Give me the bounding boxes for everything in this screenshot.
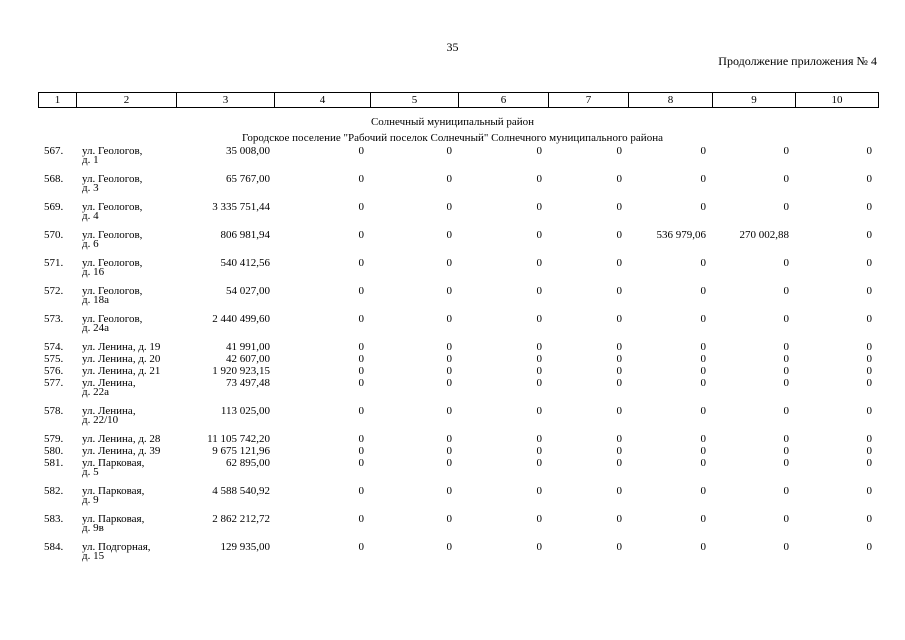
data-table [38,147,878,571]
value-cell-c7: 0 [616,485,622,497]
address-line-2: д. 18а [82,294,109,306]
address-cell [76,259,176,287]
address-cell [76,543,176,571]
value-cell-c4: 0 [358,485,364,497]
table-row [38,543,878,571]
address-line-1: ул. Ленина, д. 20 [82,353,161,365]
value-cell-c9: 0 [783,433,789,445]
total-cost-cell: 113 025,00 [220,405,270,417]
value-cell-c6: 0 [536,313,542,325]
value-cell-c9: 0 [783,173,789,185]
value-cell-c8: 0 [700,145,706,157]
value-cell-c6: 0 [536,285,542,297]
total-cost-cell: 3 335 751,44 [212,201,270,213]
column-header-1: 1 [39,93,77,108]
address-line-1: ул. Ленина, д. 19 [82,341,161,353]
address-line-2: д. 9 [82,494,99,506]
value-cell-c10: 0 [866,341,872,353]
address-line-1: ул. Подгорная, [82,541,151,553]
value-cell-c4: 0 [358,285,364,297]
address-line-2: д. 3 [82,182,99,194]
value-cell-c6: 0 [536,485,542,497]
column-header-8: 8 [629,93,713,108]
value-cell-c7: 0 [616,257,622,269]
address-cell [76,147,176,175]
value-cell-c9: 0 [783,513,789,525]
address-cell [76,203,176,231]
value-cell-c8: 0 [700,513,706,525]
value-cell-c5: 0 [446,541,452,553]
row-number: 576. [44,365,64,377]
total-cost-cell: 129 935,00 [220,541,270,553]
column-header-7: 7 [549,93,629,108]
address-line-1: ул. Ленина, д. 21 [82,365,161,377]
address-line-1: ул. Ленина, [82,377,136,389]
value-cell-c7: 0 [616,365,622,377]
value-cell-c10: 0 [866,433,872,445]
column-header-3: 3 [177,93,275,108]
value-cell-c7: 0 [616,173,622,185]
address-line-1: ул. Геологов, [82,201,143,213]
value-cell-c7: 0 [616,457,622,469]
table-row [38,203,878,231]
address-line-2: д. 9в [82,522,104,534]
address-cell [76,287,176,315]
value-cell-c5: 0 [446,313,452,325]
table-row [38,407,878,435]
value-cell-c7: 0 [616,341,622,353]
total-cost-cell: 42 607,00 [226,353,270,365]
address-line-1: ул. Геологов, [82,229,143,241]
value-cell-c6: 0 [536,201,542,213]
value-cell-c5: 0 [446,229,452,241]
total-cost-cell: 35 008,00 [226,145,270,157]
value-cell-c4: 0 [358,445,364,457]
table-row [38,379,878,407]
address-line-2: д. 1 [82,154,99,166]
district-heading: Солнечный муниципальный район [370,116,535,128]
value-cell-c9: 0 [783,445,789,457]
value-cell-c5: 0 [446,485,452,497]
value-cell-c10: 0 [866,313,872,325]
value-cell-c10: 0 [866,541,872,553]
value-cell-c9: 0 [783,377,789,389]
value-cell-c10: 0 [866,405,872,417]
total-cost-cell: 2 862 212,72 [212,513,270,525]
row-number: 582. [44,485,64,497]
value-cell-c8: 0 [700,313,706,325]
address-line-1: ул. Геологов, [82,173,143,185]
value-cell-c10: 0 [866,173,872,185]
page-number: 35 [446,40,459,54]
value-cell-c8: 0 [700,445,706,457]
value-cell-c5: 0 [446,513,452,525]
total-cost-cell: 2 440 499,60 [212,313,270,325]
value-cell-c5: 0 [446,353,452,365]
value-cell-c6: 0 [536,229,542,241]
value-cell-c8: 0 [700,457,706,469]
address-line-1: ул. Парковая, [82,485,145,497]
value-cell-c6: 0 [536,377,542,389]
value-cell-c8: 0 [700,353,706,365]
value-cell-c10: 0 [866,201,872,213]
address-line-2: д. 22а [82,386,109,398]
row-number: 579. [44,433,64,445]
value-cell-c10: 0 [866,229,872,241]
row-number: 570. [44,229,64,241]
value-cell-c5: 0 [446,257,452,269]
total-cost-cell: 806 981,94 [220,229,270,241]
value-cell-c4: 0 [358,541,364,553]
value-cell-c9: 0 [783,353,789,365]
address-line-2: д. 15 [82,550,105,562]
value-cell-c10: 0 [866,457,872,469]
value-cell-c5: 0 [446,445,452,457]
table-row [38,459,878,487]
total-cost-cell: 9 675 121,96 [212,445,270,457]
total-cost-cell: 54 027,00 [226,285,270,297]
value-cell-c4: 0 [358,173,364,185]
value-cell-c10: 0 [866,285,872,297]
total-cost-cell: 73 497,48 [226,377,270,389]
value-cell-c4: 0 [358,145,364,157]
value-cell-c9: 0 [783,313,789,325]
value-cell-c8: 0 [700,173,706,185]
value-cell-c5: 0 [446,341,452,353]
value-cell-c4: 0 [358,353,364,365]
value-cell-c10: 0 [866,485,872,497]
value-cell-c7: 0 [616,513,622,525]
value-cell-c4: 0 [358,257,364,269]
value-cell-c7: 0 [616,313,622,325]
table-row [38,287,878,315]
value-cell-c6: 0 [536,173,542,185]
value-cell-c8: 0 [700,377,706,389]
value-cell-c8: 0 [700,341,706,353]
address-line-1: ул. Ленина, [82,405,136,417]
total-cost-cell: 41 991,00 [226,341,270,353]
value-cell-c6: 0 [536,353,542,365]
value-cell-c5: 0 [446,405,452,417]
value-cell-c9: 0 [783,365,789,377]
value-cell-c8: 0 [700,485,706,497]
value-cell-c6: 0 [536,513,542,525]
header-row [39,93,879,108]
column-header-10: 10 [796,93,879,108]
settlement-heading: Городское поселение "Рабочий поселок Солнечный" Солнечного муниципального района [242,132,663,144]
appendix-continuation-label: Продолжение приложения № 4 [718,54,877,68]
value-cell-c6: 0 [536,457,542,469]
address-line-1: ул. Геологов, [82,313,143,325]
value-cell-c7: 0 [616,285,622,297]
value-cell-c7: 0 [616,405,622,417]
row-number: 574. [44,341,64,353]
value-cell-c8: 536 979,06 [656,229,706,241]
value-cell-c6: 0 [536,405,542,417]
address-line-1: ул. Ленина, д. 39 [82,445,161,457]
value-cell-c5: 0 [446,285,452,297]
address-line-1: ул. Парковая, [82,513,145,525]
address-cell [76,315,176,343]
value-cell-c8: 0 [700,257,706,269]
value-cell-c10: 0 [866,353,872,365]
address-line-2: д. 22/10 [82,414,119,426]
column-header-4: 4 [275,93,371,108]
column-header-5: 5 [371,93,459,108]
table-row [38,343,878,355]
total-cost-cell: 65 767,00 [226,173,270,185]
value-cell-c6: 0 [536,433,542,445]
value-cell-c10: 0 [866,513,872,525]
value-cell-c9: 0 [783,457,789,469]
address-line-2: д. 6 [82,238,99,250]
value-cell-c7: 0 [616,445,622,457]
value-cell-c4: 0 [358,365,364,377]
value-cell-c6: 0 [536,445,542,457]
value-cell-c5: 0 [446,433,452,445]
address-line-1: ул. Ленина, д. 28 [82,433,161,445]
table-row [38,515,878,543]
address-line-1: ул. Парковая, [82,457,145,469]
table-row [38,231,878,259]
value-cell-c7: 0 [616,145,622,157]
value-cell-c10: 0 [866,377,872,389]
value-cell-c8: 0 [700,541,706,553]
address-cell [76,175,176,203]
value-cell-c6: 0 [536,541,542,553]
row-number: 575. [44,353,64,365]
value-cell-c8: 0 [700,285,706,297]
value-cell-c5: 0 [446,377,452,389]
address-cell [76,231,176,259]
value-cell-c8: 0 [700,405,706,417]
address-cell [76,515,176,543]
value-cell-c7: 0 [616,377,622,389]
row-number: 567. [44,145,64,157]
total-cost-cell: 4 588 540,92 [212,485,270,497]
total-cost-cell: 11 105 742,20 [207,433,270,445]
value-cell-c9: 270 002,88 [739,229,789,241]
value-cell-c4: 0 [358,341,364,353]
row-number: 583. [44,513,64,525]
value-cell-c7: 0 [616,433,622,445]
table-row [38,259,878,287]
row-number: 580. [44,445,64,457]
value-cell-c8: 0 [700,201,706,213]
value-cell-c7: 0 [616,353,622,365]
value-cell-c4: 0 [358,377,364,389]
table-row [38,447,878,459]
address-cell [76,379,176,407]
value-cell-c10: 0 [866,145,872,157]
value-cell-c4: 0 [358,201,364,213]
total-cost-cell: 62 895,00 [226,457,270,469]
value-cell-c4: 0 [358,457,364,469]
column-header-9: 9 [713,93,796,108]
table-row [38,315,878,343]
table-row [38,367,878,379]
address-line-2: д. 16 [82,266,105,278]
address-line-1: ул. Геологов, [82,257,143,269]
value-cell-c4: 0 [358,433,364,445]
value-cell-c9: 0 [783,145,789,157]
address-line-1: ул. Геологов, [82,285,143,297]
table-row [38,355,878,367]
address-line-2: д. 24а [82,322,109,334]
row-number: 577. [44,377,64,389]
value-cell-c8: 0 [700,433,706,445]
row-number: 571. [44,257,64,269]
table-row [38,487,878,515]
value-cell-c9: 0 [783,541,789,553]
row-number: 584. [44,541,64,553]
address-line-2: д. 4 [82,210,99,222]
value-cell-c9: 0 [783,341,789,353]
value-cell-c5: 0 [446,365,452,377]
row-number: 578. [44,405,64,417]
value-cell-c5: 0 [446,201,452,213]
value-cell-c7: 0 [616,229,622,241]
value-cell-c5: 0 [446,173,452,185]
row-number: 572. [44,285,64,297]
address-cell [76,407,176,435]
value-cell-c9: 0 [783,285,789,297]
address-line-1: ул. Геологов, [82,145,143,157]
value-cell-c9: 0 [783,405,789,417]
value-cell-c6: 0 [536,257,542,269]
value-cell-c9: 0 [783,257,789,269]
address-cell [76,459,176,487]
row-number: 569. [44,201,64,213]
value-cell-c10: 0 [866,365,872,377]
column-header-6: 6 [459,93,549,108]
address-line-2: д. 5 [82,466,99,478]
row-number: 573. [44,313,64,325]
total-cost-cell: 1 920 923,15 [212,365,270,377]
value-cell-c5: 0 [446,145,452,157]
value-cell-c4: 0 [358,229,364,241]
value-cell-c4: 0 [358,313,364,325]
column-header-2: 2 [77,93,177,108]
value-cell-c4: 0 [358,405,364,417]
value-cell-c5: 0 [446,457,452,469]
value-cell-c10: 0 [866,257,872,269]
value-cell-c7: 0 [616,541,622,553]
address-cell [76,487,176,515]
value-cell-c8: 0 [700,365,706,377]
column-number-header [38,92,879,108]
table-row [38,147,878,175]
row-number: 581. [44,457,64,469]
table-row [38,435,878,447]
value-cell-c6: 0 [536,341,542,353]
value-cell-c9: 0 [783,485,789,497]
value-cell-c6: 0 [536,365,542,377]
value-cell-c9: 0 [783,201,789,213]
value-cell-c7: 0 [616,201,622,213]
value-cell-c4: 0 [358,513,364,525]
value-cell-c10: 0 [866,445,872,457]
total-cost-cell: 540 412,56 [220,257,270,269]
table-row [38,175,878,203]
row-number: 568. [44,173,64,185]
value-cell-c6: 0 [536,145,542,157]
